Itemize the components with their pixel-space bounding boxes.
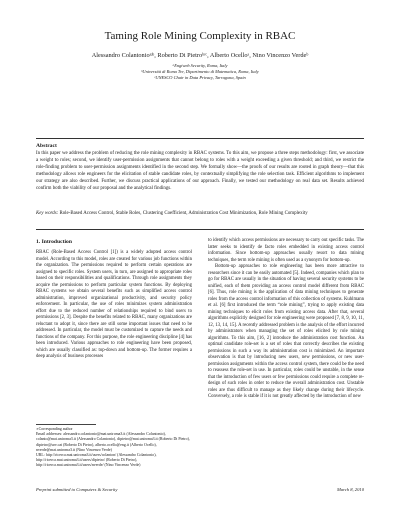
footnotes bbox=[36, 427, 192, 469]
affiliation-a: ᵃEngiweb Security, Roma, Italy bbox=[172, 63, 228, 68]
abstract-top-rule bbox=[36, 138, 364, 139]
affiliation-b: ᵇUniversità di Roma Tre, Dipartimento di Matematica, Roma, Italy bbox=[141, 69, 259, 74]
section-heading-introduction: 1. Introduction bbox=[36, 239, 72, 245]
footnote-rule bbox=[36, 424, 96, 425]
abstract-bottom-rule bbox=[36, 229, 364, 230]
right-column bbox=[208, 238, 364, 401]
keywords bbox=[36, 210, 364, 217]
keywords-text: Role-Based Access Control, Stable Roles, Clustering Coefficient, Administration Cost Minimization, Role Mining Complexity bbox=[59, 211, 308, 216]
page-footer bbox=[36, 487, 364, 493]
abstract-text: In this paper we address the problem of reducing the role mining complexity in RBAC systems. To this aim, we propose a three steps methodology: first, we associate a weight to roles; second, we identify user-permission assignments that cannot belong to roles with a weight exceeding a given threshold; and third, we restrict the role-finding problem to user-permission assignments identified in the second step. We formally show—the proofs of our results are rooted in graph theory—that this methodology allows role engineers for the elicitation of stable candidate roles, by contextually simplifying the role selection task. Efficient algorithms to implement our strategy are also described. Further, we discuss practical applications of our approach. Finally, we tested our methodology on real data set. Results achieved confirm both the viability of our proposal and the analytical findings. bbox=[36, 151, 364, 191]
footnote-emails: Email addresses: alessandro.colantonio@mat.uniroma3.it (Alessandro Colantonio), colanto@mat.uniroma3.it (Alessandro Colantonio), dipietro@mat.uniroma3.it (Roberto Di Pietro), dipietro@urv.cat (Roberto Di Pietro), alberto.ocello@eng.it (Alberto Ocello), nverde@mat.uniroma3.it (Nino Vincenzo Verde) bbox=[36, 432, 190, 452]
footnote-urls: URL: http://ricerca.mat.uniroma3.it/users/colanton/ (Alessandro Colantonio), http://ricerca.mat.uniroma3.it/users/dipietro/ (Roberto Di Pietro), http://ricerca.mat.uniroma3.it/users/nverde/ (Nino Vincenzo Verde) bbox=[36, 453, 157, 468]
paper-title: Taming Role Mining Complexity in RBAC bbox=[104, 30, 296, 42]
abstract-heading: Abstract bbox=[36, 143, 57, 149]
left-column bbox=[36, 238, 192, 361]
keywords-label: Key words: bbox=[36, 211, 59, 216]
affiliation-list bbox=[0, 63, 400, 81]
intro-paragraph-1: RBAC (Role-Based Access Control [1]) is a widely adopted access control model. According to this model, roles are created for various job functions within the organization. The permissions required to perform certain operations are assigned to specific roles. System users, in turn, are assigned to appropriate roles based on their responsibilities and qualifications. Through role assignments they acquire the permissions to perform particular system functions. By deploying RBAC systems we obtain several benefits such as simplified access control administration, improved organizational productivity, and security policy enforcement. In particular, the use of roles minimizes system administration effort due to the reduced number of relationships required to bind users to permissions [2, 3]. Despite the benefits related to RBAC, many organizations are reluctant to adopt it, since there are still some important issues that need to be addressed. In particular, the model must be customized to capture the needs and functions of the company. For this purpose, the role engineering discipline [4] has been introduced. Various approaches to role engineering have been proposed, which are usually classified as: top-down and bottom-up. The former requires a deep analysis of business processes bbox=[36, 250, 192, 359]
intro-paragraph-continued: to identify which access permissions are necessary to carry out specific tasks. The latter seeks to identify de facto roles embedded in existing access control information. Since bottom-up approaches usually resort to data mining techniques, the term role mining is often used as a synonym for bottom-up. bbox=[208, 238, 364, 263]
footer-submission-note: Preprint submitted to Computers & Security bbox=[36, 487, 118, 492]
author-list: Alessandro Colantonioᵃʲᵇ, Roberto Di Pietroᵇʳᶜ, Alberto Ocelloᵃ, Nino Vincenzo Verdeᵇ bbox=[91, 52, 309, 59]
footnote-corresponding: ∗Corresponding author bbox=[36, 427, 73, 431]
footer-date: March 8, 2010 bbox=[336, 487, 364, 492]
intro-paragraph-2: Bottom-up approaches to role engineering has been more attractive to researchers since it can be easily automated [5]. Indeed, companies which plan to go for RBAC are usually in the situation of having several security systems to be unified, each of them providing an access control model different from RBAC [6]. Thus, role mining is the application of data mining techniques to generate roles from the access control information of this collection of systems. Kuhlmann et al. [6] first introduced the term “role mining”, trying to apply existing data mining techniques to elicit roles from existing access data. After that, several algorithms explicitly designed for role engineering were proposed [7, 8, 9, 10, 11, 12, 13, 14, 15]. A recently addressed problem is the analysis of the effort incurred by administrators when managing the set of roles elicited by role mining algorithms. To this aim, [16, 2] introduce the administration cost function. An optimal candidate role-set is a set of roles that correctly describes the existing permissions in such a way its administration cost is minimized. An important observation is that by introducing new users, new permissions, or new user-permission assignments within the access control system, there could be the need to reassess the role-set in use. In particular, roles could be unstable, in the sense that the introduction of few users or few permissions could require a complete re-design of such roles in order to reduce the overall administration cost. Unstable roles are thus difficult to manage as they likely change during their lifecycle. Conversely, a role is stable if it is not greatly affected by the introduction of new bbox=[208, 264, 364, 399]
affiliation-c: ᶜUNESCO Chair in Data Privacy, Tarragona, Spain bbox=[154, 75, 246, 80]
